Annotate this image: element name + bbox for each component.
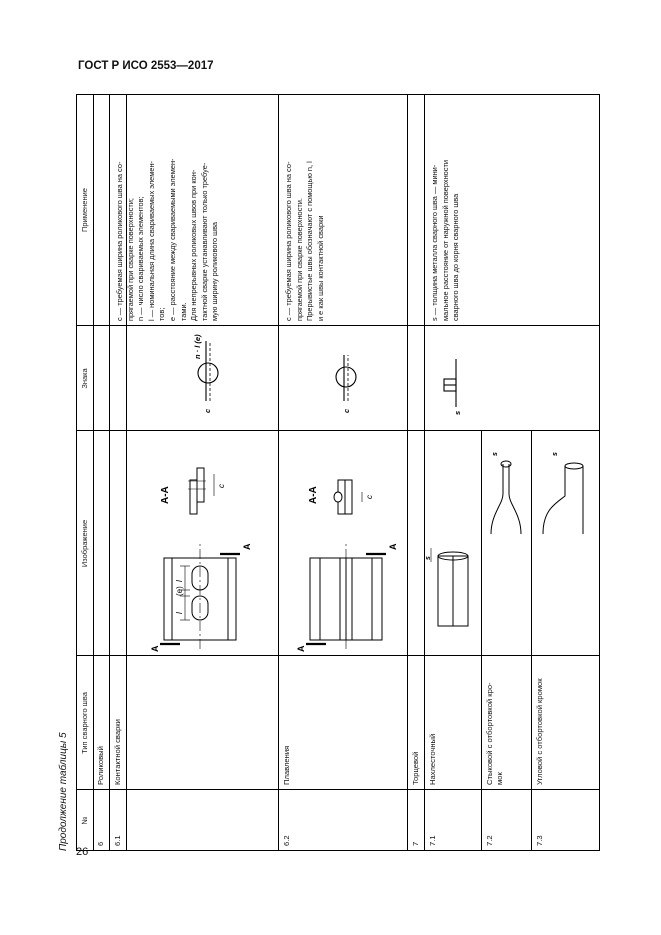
seam-weld-resistance-drawing: [128, 432, 277, 654]
col-header-number: №: [80, 816, 89, 825]
cross-section-plate: [197, 468, 204, 502]
col-header-weld-type: Тип сварного шва: [80, 692, 89, 754]
row-7-3-type: Угловой с отбортовкой кромок: [535, 678, 544, 785]
col-header-image: Изображение: [80, 519, 89, 568]
row-6-2-note: [284, 97, 326, 321]
flanged-plate: [543, 466, 565, 534]
page-number: 26: [76, 846, 89, 858]
note-line: прягаемой при сварке поверхности;: [125, 198, 135, 321]
row-6-2-type: Плавления: [282, 745, 291, 785]
cross-section-plate: [345, 480, 352, 514]
label-c: c: [365, 495, 374, 499]
row-6-1-number: 6.1: [113, 835, 122, 846]
seam-symbol-circle: [198, 363, 218, 383]
note-line: n — число свариваемых элементов;: [136, 196, 146, 321]
section-mark-a: A: [296, 645, 306, 652]
cross-section-plate: [190, 480, 197, 514]
seam-weld-symbol-resistance: [128, 327, 277, 429]
row-6-type: Роликовый: [96, 746, 105, 785]
label-s: s: [425, 556, 432, 560]
col-header-symbol: Знакa: [80, 368, 89, 389]
row-7-number: 7: [411, 841, 420, 846]
weld-bead: [334, 492, 342, 502]
symbol-label-right: n · l (e): [193, 334, 202, 359]
label-c: c: [217, 484, 226, 488]
note-line: мую ширину роликового шва: [210, 221, 220, 321]
section-title: A-A: [308, 486, 319, 504]
row-7-2-number: 7.2: [485, 835, 494, 846]
row-7-type: Торцевой: [411, 751, 420, 785]
note-line: мальное расстояние от наружной поверхности: [440, 160, 450, 321]
label-e-paren: (e): [175, 586, 184, 596]
note-line: Прерывистые швы обозначают с помощью n, l: [305, 161, 315, 321]
symbol-label-c: c: [203, 408, 212, 413]
note-line: с — требуемая ширина роликового шва на со-: [284, 161, 293, 321]
edge-weld-butt-flanged-drawing: [483, 432, 530, 544]
label-s: s: [492, 452, 499, 456]
label-s: s: [552, 452, 559, 456]
row-7-3-number: 7.3: [535, 835, 544, 846]
row-6-1-note: [115, 97, 221, 321]
section-mark-a: A: [242, 543, 252, 550]
note-line: тактной сварке устанавливают только требуе-: [199, 162, 209, 321]
symbol-label-c: c: [342, 408, 351, 413]
note-line: тами.: [178, 302, 188, 321]
rotated-table-page: [58, 94, 600, 851]
seam-weld-fusion-drawing: [280, 432, 406, 654]
table-continuation-caption: Продолжение таблицы 5: [58, 732, 69, 851]
seam-symbol-circle: [336, 367, 356, 387]
row-7-2-type-line: Стыковой с отбортовкой кро-: [485, 682, 494, 785]
row-6-2-number: 6.2: [282, 835, 291, 846]
flanged-plate: [491, 464, 503, 534]
seam-weld-symbol-fusion: [280, 327, 406, 429]
note-line: Для непрерывных роликовых швов при кон-: [189, 169, 199, 321]
row-7-1-number: 7.1: [428, 835, 437, 846]
label-l: l: [175, 612, 184, 614]
col-header-application: Применение: [80, 188, 89, 232]
row-7-2-type-line: мок: [495, 772, 505, 785]
flanged-plate: [509, 464, 521, 534]
row-6-1-type: Контактной сварки: [113, 719, 122, 785]
note-line: тов;: [157, 307, 167, 321]
note-line: с — требуемая ширина роликового шва на со-: [115, 161, 124, 321]
note-line: сварного шва до корня сварного шва: [451, 193, 461, 321]
section-mark-a: A: [388, 543, 398, 550]
section-mark-a: A: [150, 645, 160, 652]
section-title: A-A: [160, 486, 171, 504]
symbol-label-s: s: [453, 410, 462, 415]
note-line: прягаемой при сварке поверхности.: [294, 198, 304, 321]
edge-weld-corner-flanged-drawing: [533, 432, 597, 544]
edge-weld-symbol: [426, 327, 480, 429]
note-line: s — толщина металла сварного шва — мини-: [430, 164, 439, 321]
note-line: е — расстояние между свариваемыми элемен-: [167, 158, 177, 321]
row-7-1-type: Нахлесточный: [428, 733, 437, 785]
document-header: ГОСТ Р ИСО 2553—2017: [78, 60, 214, 72]
row-7-1-note: [430, 97, 462, 321]
label-l: l: [175, 580, 184, 582]
note-line: l — номинальная длина свариваемых элемен-: [146, 161, 156, 321]
row-7-2-type: [485, 682, 506, 785]
weld-table: [76, 94, 600, 851]
row-6-number: 6: [96, 841, 105, 846]
note-line: и е как швы контактной сварки: [315, 215, 325, 321]
edge-weld-lap-drawing: [426, 544, 480, 654]
